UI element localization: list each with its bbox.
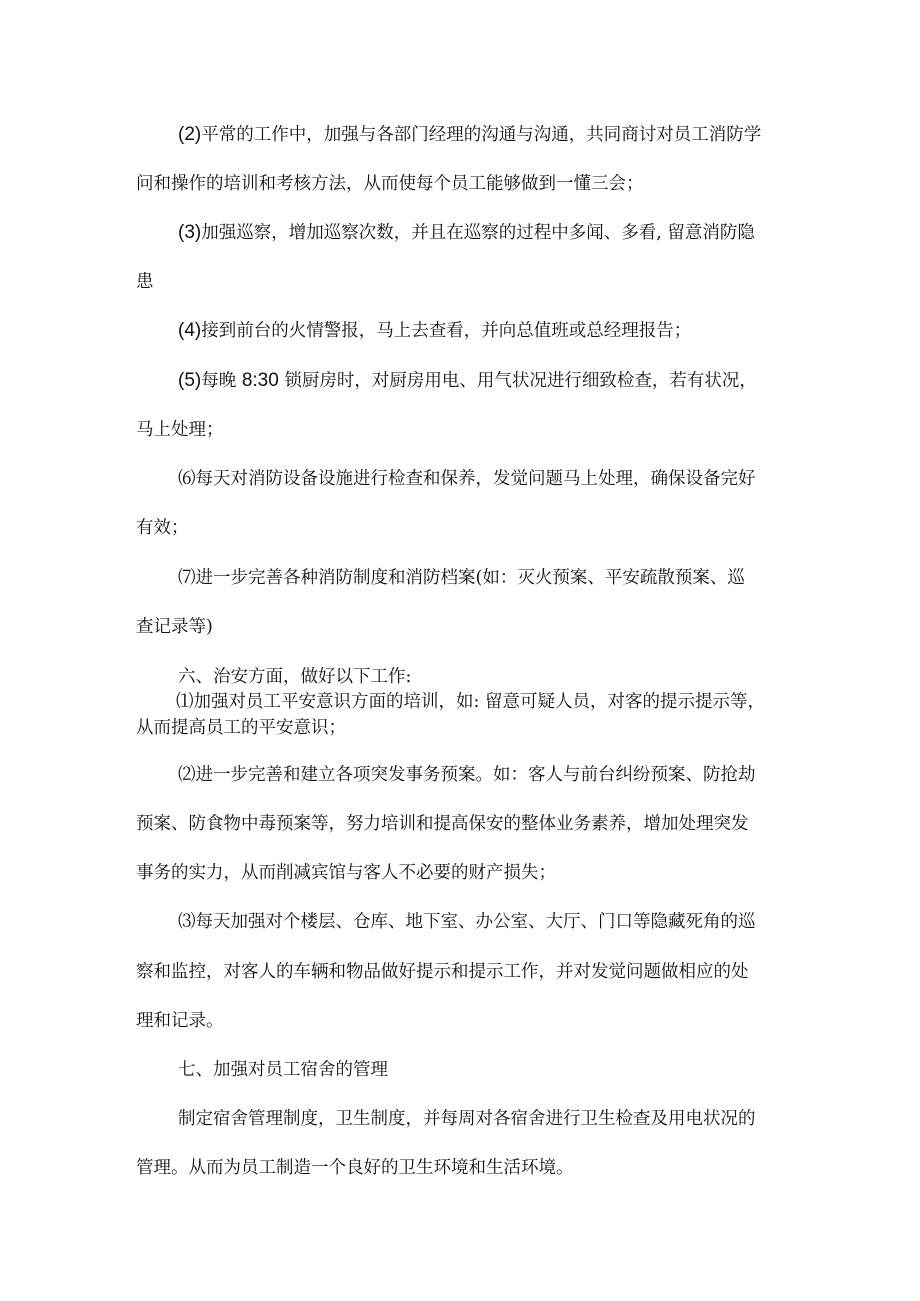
item-3-line-2: 患	[136, 272, 154, 292]
section-6-item-3-line-3: 理和记录。	[136, 1011, 224, 1031]
item-2-line-1	[178, 123, 761, 147]
item-4-text: 接到前台的火情警报，马上去查看，并向总值班或总经理报告；	[201, 321, 692, 341]
item-2-text: 平常的工作中，加强与各部门经理的沟通与沟通，共同商讨对员工消防学	[201, 125, 762, 145]
item-3-line-1	[178, 221, 755, 245]
item-3-text: 加强巡察，增加巡察次数，并且在巡察的过程中多闻、多看, 留意消防隐	[201, 223, 755, 243]
item-5-number: (5)	[178, 370, 202, 391]
section-6-item-2-line-1: ⑵进一步完善和建立各项突发事务预案。如：客人与前台纠纷预案、防抢劫	[178, 765, 756, 785]
section-6-item-3-line-1: ⑶每天加强对个楼层、仓库、地下室、办公室、大厅、门口等隐藏死角的巡	[178, 912, 756, 932]
item-4-number: (4)	[178, 320, 202, 341]
section-6-item-3-line-2: 察和监控，对客人的车辆和物品做好提示和提示工作，并对发觉问题做相应的处	[136, 962, 749, 982]
item-3-number: (3)	[178, 222, 202, 243]
section-6-title: 六、治安方面，做好以下工作:	[178, 667, 412, 687]
item-5-text-b: 锁厨房时，对厨房用电、用气状况进行细致检查，若有状况，	[278, 371, 757, 391]
item-7-line-2: 查记录等)	[136, 617, 213, 637]
item-4-line-1	[178, 319, 691, 343]
section-6-item-2-line-2: 预案、防食物中毒预案等，努力培训和提高保安的整体业务素养，增加处理突发	[136, 814, 749, 834]
item-5-line-2: 马上处理；	[136, 420, 224, 440]
item-2-number: (2)	[178, 124, 202, 145]
item-6-line-2: 有效；	[136, 518, 189, 538]
item-6-line-1: ⑹每天对消防设备设施进行检查和保养，发觉问题马上处理，确保设备完好	[178, 469, 756, 489]
item-2-line-2: 问和操作的培训和考核方法，从而使每个员工能够做到一懂三会；	[136, 174, 644, 194]
section-7-title: 七、加强对员工宿舍的管理	[178, 1060, 388, 1080]
item-5-time: 8:30	[241, 370, 279, 391]
item-7-line-1: ⑺进一步完善各种消防制度和消防档案(如：灭火预案、平安疏散预案、巡	[178, 568, 745, 588]
section-7-para-line-1: 制定宿舍管理制度，卫生制度，并每周对各宿舍进行卫生检查及用电状况的	[178, 1109, 756, 1129]
section-7-para-line-2: 管理。从而为员工制造一个良好的卫生环境和生活环境。	[136, 1158, 574, 1178]
item-5-text-a: 每晚	[201, 371, 242, 391]
item-5-line-1	[178, 369, 757, 393]
section-6-item-2-line-3: 事务的实力，从而削减宾馆与客人不必要的财产损失；	[136, 863, 556, 883]
section-6-item-1-line-1: ⑴加强对员工平安意识方面的培训，如: 留意可疑人员，对客的提示提示等，	[176, 692, 765, 712]
section-6-item-1-line-2: 从而提高员工的平安意识；	[136, 718, 346, 738]
